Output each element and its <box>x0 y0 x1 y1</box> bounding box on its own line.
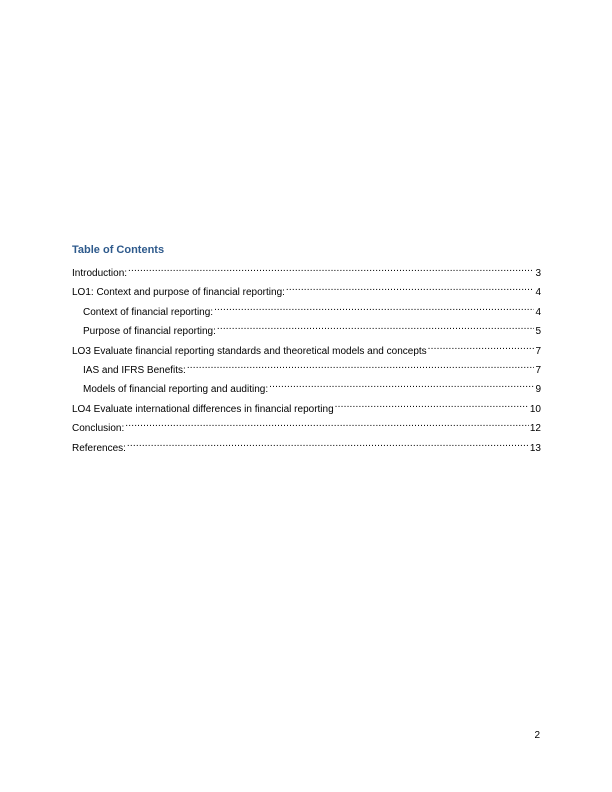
toc-entry-label: Purpose of financial reporting: <box>83 326 216 338</box>
toc-entry-label: Introduction: <box>72 268 128 279</box>
toc-entry-page: 7 <box>535 345 541 357</box>
toc-entry-page: 13 <box>529 442 541 454</box>
toc-dot-leader <box>217 320 535 334</box>
toc-entry[interactable] <box>72 301 541 320</box>
toc-dot-leader <box>286 281 535 295</box>
toc-entry-label: Context of financial reporting: <box>83 306 214 318</box>
toc-entry[interactable] <box>72 281 541 300</box>
toc-entry-label: LO3 Evaluate financial reporting standards and theoretical models and concepts <box>72 345 427 357</box>
toc-dot-leader <box>269 378 534 392</box>
toc-entry-page: 4 <box>535 287 541 299</box>
toc-entry[interactable] <box>72 340 541 359</box>
toc-entry-label: References: <box>72 442 126 454</box>
toc-entry[interactable] <box>72 437 541 456</box>
toc-dot-leader <box>335 398 529 412</box>
toc-entry-label: LO4 Evaluate international differences in financial reporting <box>72 403 334 415</box>
toc-entry[interactable] <box>72 359 541 378</box>
page-number: 2 <box>534 730 540 741</box>
toc-entry[interactable] <box>72 398 541 417</box>
toc-entry-label: Conclusion: <box>72 423 125 435</box>
toc-entry[interactable] <box>72 378 541 397</box>
toc-entry-page: 12 <box>529 423 541 435</box>
toc-dot-leader <box>214 301 534 315</box>
toc-dot-leader <box>128 262 534 276</box>
toc-entry[interactable] <box>72 320 541 339</box>
table-of-contents <box>72 243 541 456</box>
toc-entry-page: 5 <box>535 326 541 338</box>
toc-entry-page: 9 <box>535 384 541 396</box>
toc-entry-page: 3 <box>535 268 541 279</box>
toc-list <box>72 262 541 456</box>
toc-entry[interactable] <box>72 262 541 281</box>
toc-entry-label: IAS and IFRS Benefits: <box>83 364 186 376</box>
toc-dot-leader <box>428 340 535 354</box>
toc-entry[interactable] <box>72 417 541 436</box>
toc-entry-page: 4 <box>535 306 541 318</box>
toc-dot-leader <box>125 417 529 431</box>
toc-dot-leader <box>127 437 529 451</box>
toc-entry-label: LO1: Context and purpose of financial reporting: <box>72 287 285 299</box>
toc-dot-leader <box>187 359 535 373</box>
toc-entry-page: 7 <box>535 364 541 376</box>
toc-entry-label: Models of financial reporting and auditing: <box>83 384 269 396</box>
toc-heading: Table of Contents <box>72 244 165 256</box>
toc-entry-page: 10 <box>529 403 541 415</box>
